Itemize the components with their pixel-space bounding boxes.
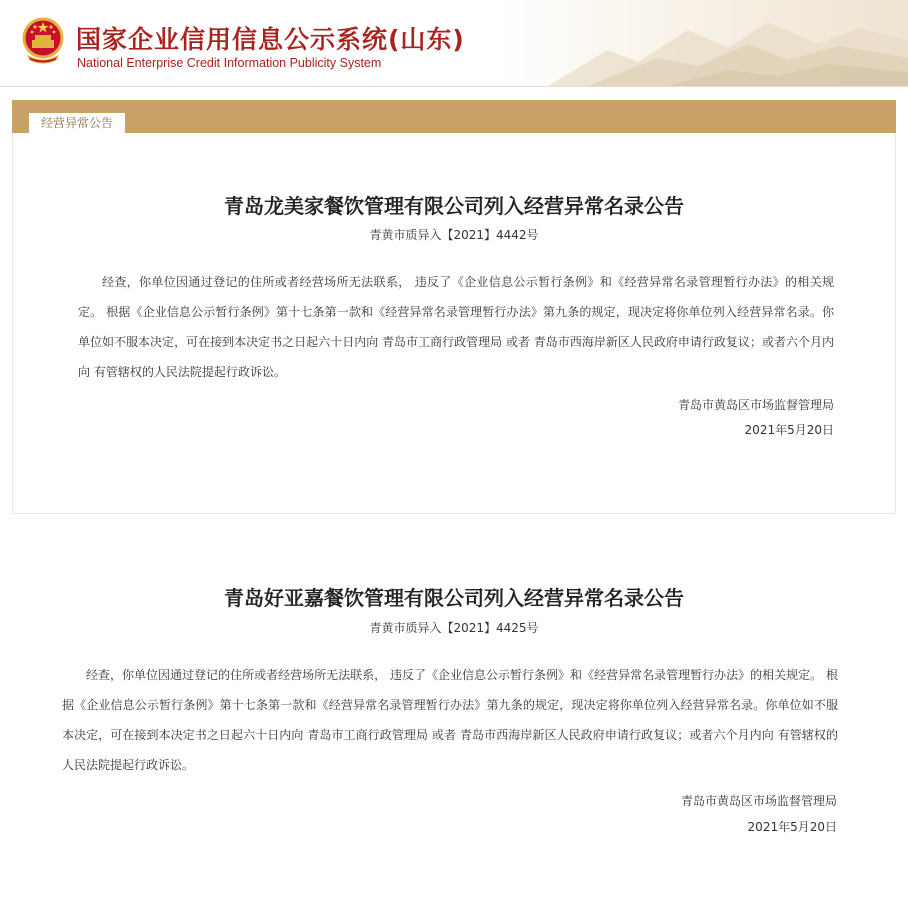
site-subtitle: National Enterprise Credit Information Publicity System	[77, 56, 382, 70]
notice-number: 青黄市质异入【2021】4442号	[369, 228, 539, 242]
notice-title: 青岛好亚嘉餐饮管理有限公司列入经营异常名录公告	[224, 586, 684, 610]
notice-title: 青岛龙美家餐饮管理有限公司列入经营异常名录公告	[224, 194, 684, 218]
header-divider	[0, 86, 908, 87]
notice-date: 2021年5月20日	[747, 820, 837, 834]
national-emblem-icon	[20, 16, 66, 66]
notice-number: 青黄市质异入【2021】4425号	[369, 621, 539, 635]
notice-issuing-org: 青岛市黄岛区市场监督管理局	[680, 794, 837, 808]
mountain-landscape-icon	[488, 0, 908, 86]
notice-issuing-org: 青岛市黄岛区市场监督管理局	[677, 398, 834, 412]
site-title: 国家企业信用信息公示系统(山东)	[76, 25, 465, 54]
notice-body: 经查，你单位因通过登记的住所或者经营场所无法联系， 违反了《企业信息公示暂行条例》和《经营异常名录管理暂行办法》的相关规定。 根据《企业信息公示暂行条例》第十七条第一款和《经营异常名录管理暂行办法》第九条的规定，现决定将你单位列入经营异常名录。你单位如不服本决定，可在接到本决定书之日起六十日内向 青岛市工商行政管理局 或者 青岛市西海岸新区人民政府申请行政复议；或者六个月内向 有管辖权的人民法院提起行政诉讼。	[62, 668, 838, 772]
tab-abnormal-notice[interactable]: 经营异常公告	[29, 113, 125, 133]
notice-date: 2021年5月20日	[744, 423, 834, 437]
site-header	[0, 0, 908, 86]
notice-body: 经查，你单位因通过登记的住所或者经营场所无法联系， 违反了《企业信息公示暂行条例》和《经营异常名录管理暂行办法》的相关规定。 根据《企业信息公示暂行条例》第十七条第一款和《经营异常名录管理暂行办法》第九条的规定，现决定将你单位列入经营异常名录。你单位如不服本决定，可在接到本决定书之日起六十日内向 青岛市工商行政管理局 或者 青岛市西海岸新区人民政府申请行政复议；或者六个月内向 有管辖权的人民法院提起行政诉讼。	[78, 275, 834, 379]
tab-bar	[12, 100, 896, 133]
